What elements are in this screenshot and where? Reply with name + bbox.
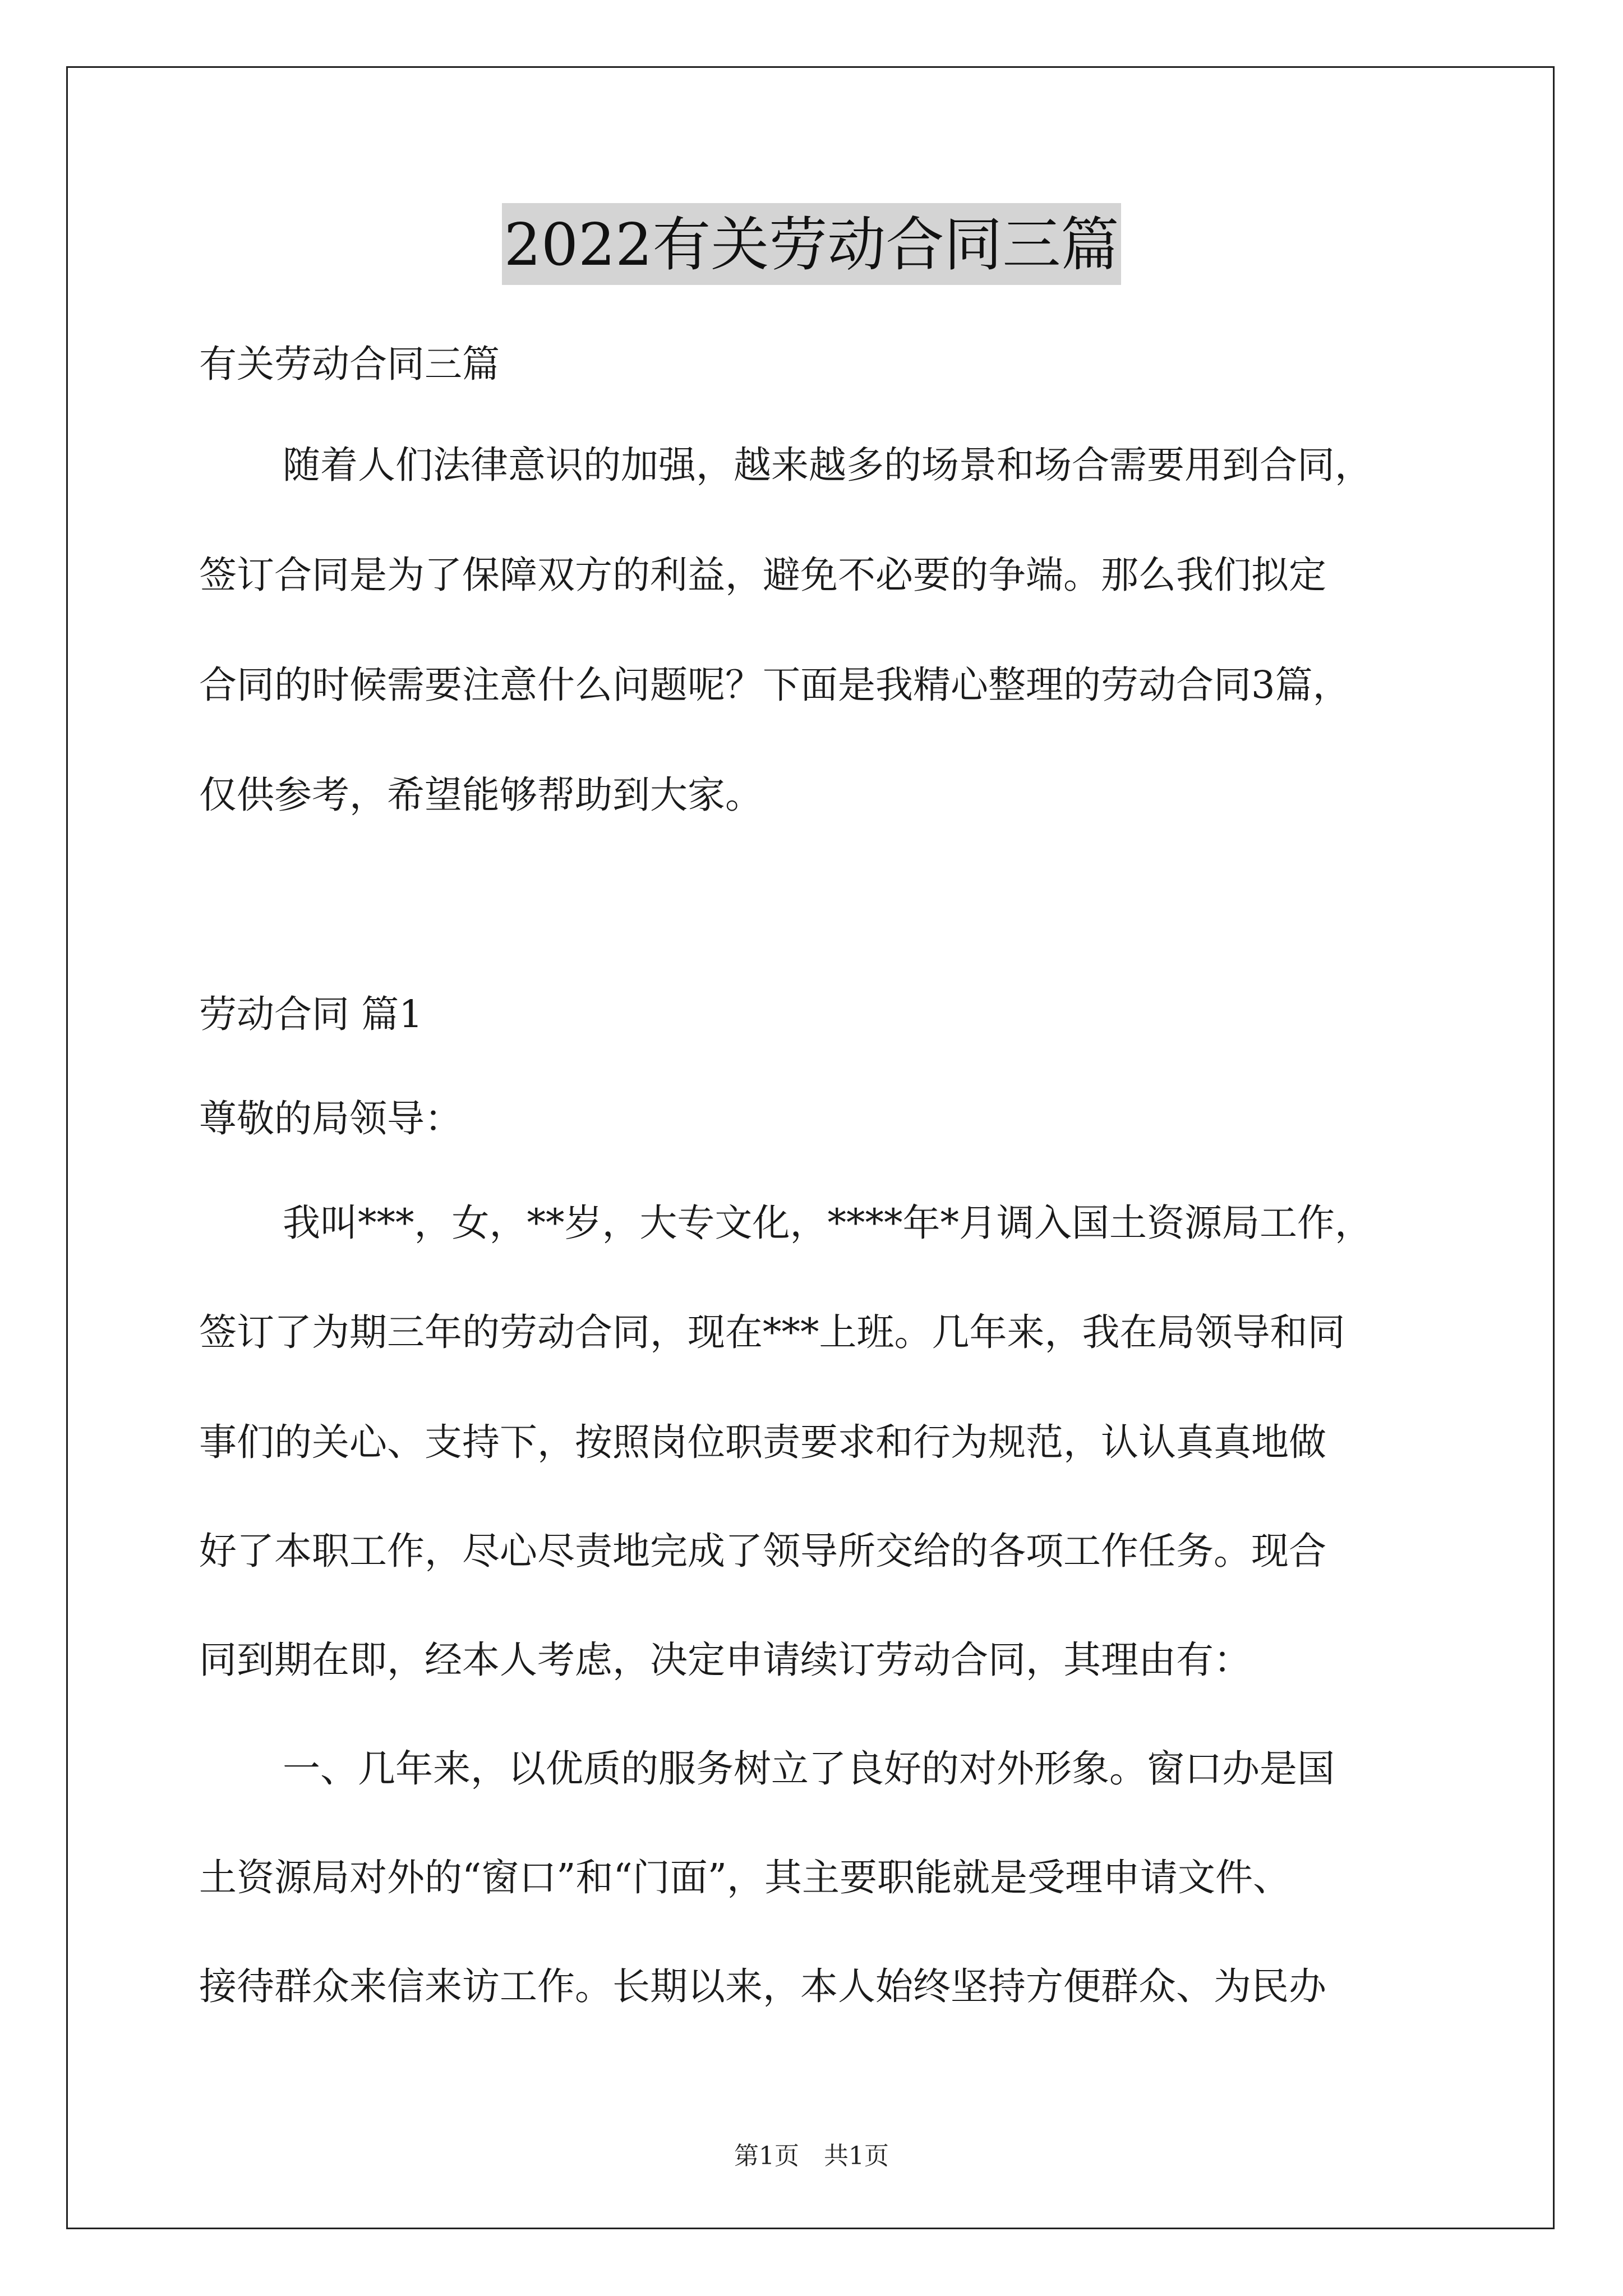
para2-line: 一、几年来，以优质的服务树立了良好的对外形象。窗口办是国: [283, 1747, 1335, 1791]
para1-line: 签订了为期三年的劳动合同，现在***上班。几年来，我在局领导和同: [199, 1310, 1345, 1354]
intro-line: 随着人们法律意识的加强，越来越多的场景和场合需要用到合同，: [283, 443, 1372, 487]
para2-line: 接待群众来信来访工作。长期以来，本人始终坚持方便群众、为民办: [199, 1964, 1326, 2008]
para1-line: 好了本职工作，尽心尽责地完成了领导所交给的各项工作任务。现合: [199, 1529, 1326, 1573]
subtitle: 有关劳动合同三篇: [199, 342, 500, 386]
intro-line: 签订合同是为了保障双方的利益，避免不必要的争端。那么我们拟定: [199, 553, 1326, 597]
document-title: 2022有关劳动合同三篇: [502, 203, 1122, 285]
page-footer: 第1页 共1页: [734, 2142, 889, 2170]
section-heading: 劳动合同 篇1: [199, 992, 423, 1036]
title-container: [0, 203, 1623, 285]
para1-line: 事们的关心、支持下，按照岗位职责要求和行为规范，认认真真地做: [199, 1420, 1326, 1464]
para1-line: 我叫***，女，**岁，大专文化，****年*月调入国土资源局工作，: [283, 1201, 1372, 1245]
para2-line: 土资源局对外的“窗口”和“门面”，其主要职能就是受理申请文件、: [199, 1856, 1291, 1899]
page-border: [66, 66, 1555, 2229]
para1-line: 同到期在即，经本人考虑，决定申请续订劳动合同，其理由有：: [199, 1638, 1251, 1682]
intro-line: 仅供参考，希望能够帮助到大家。: [199, 773, 763, 817]
salutation: 尊敬的局领导：: [199, 1097, 462, 1140]
intro-line: 合同的时候需要注意什么问题呢？下面是我精心整理的劳动合同3篇，: [199, 663, 1350, 707]
